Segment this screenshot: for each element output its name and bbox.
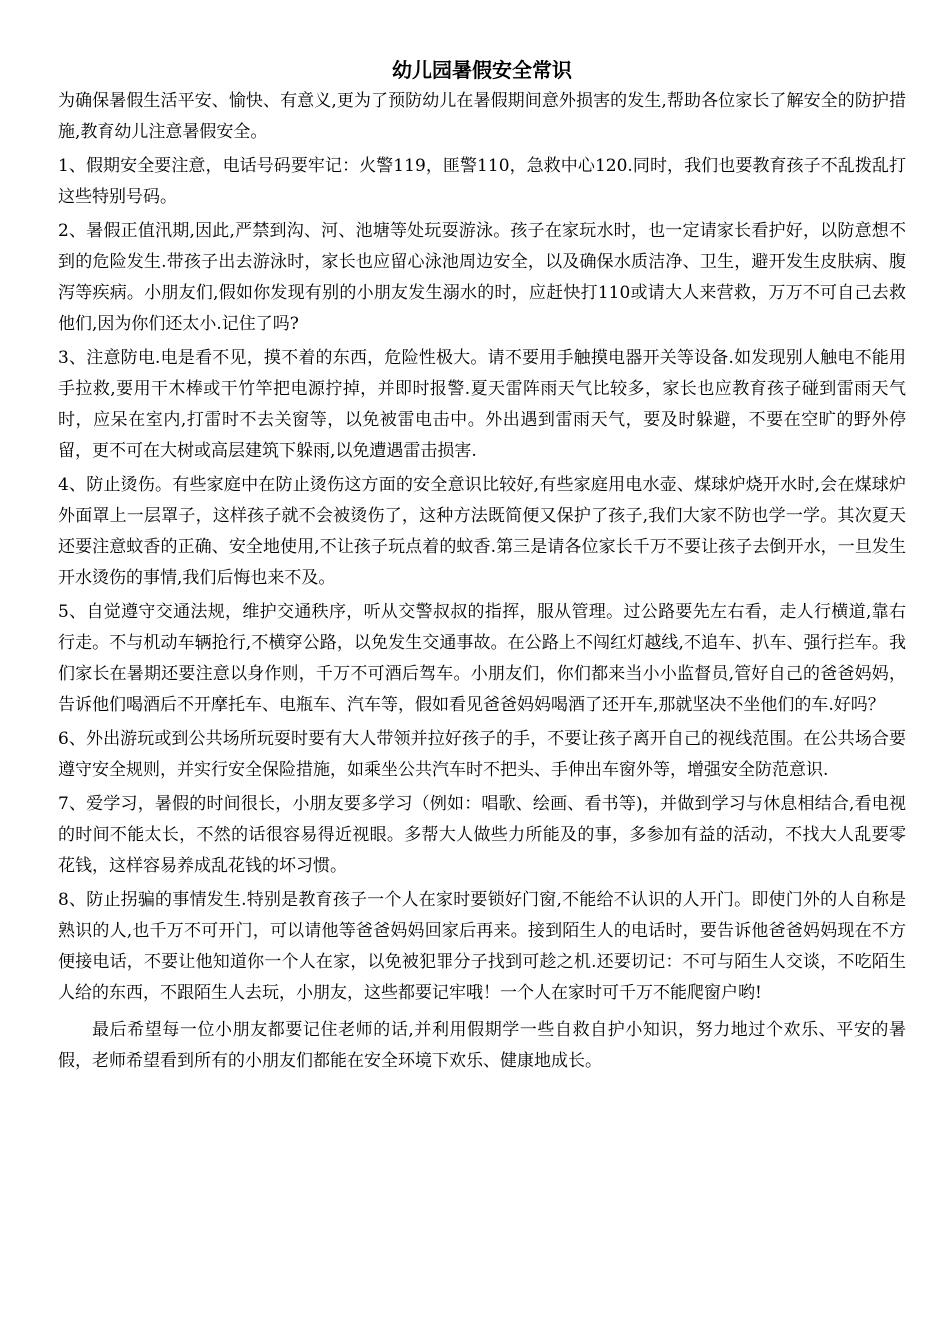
rule-item-5: 5、自觉遵守交通法规，维护交通秩序，听从交警叔叔的指挥，服从管理。过公路要先左右看，走人行横道,靠右行走。不与机动车辆抢行,不横穿公路，以免发生交通事故。在公路上不闯红灯越线,不追车、扒车、强行拦车。我们家长在暑期还要注意以身作则，千万不可酒后驾车。小朋友们，你们都来当小小监督员,管好自己的爸爸妈妈，告诉他们喝酒后不开摩托车、电瓶车、汽车等，假如看见爸爸妈妈喝酒了还开车,那就坚决不坐他们的车.好吗？ [58,602,906,715]
intro-paragraph: 为确保暑假生活平安、愉快、有意义,更为了预防幼儿在暑假期间意外损害的发生,帮助各位家长了解安全的防护措施,教育幼儿注意暑假安全。 [58,91,906,142]
rule-item-7: 7、爱学习，暑假的时间很长，小朋友要多学习（例如：唱歌、绘画、看书等)，并做到学习与休息相结合,看电视的时间不能太长，不然的话很容易得近视眼。多帮大人做些力所能及的事，多参加有益的活动，不找大人乱要零花钱，这样容易养成乱花钱的坏习惯。 [58,794,906,876]
rule-item-8: 8、防止拐骗的事情发生.特别是教育孩子一个人在家时要锁好门窗,不能给不认识的人开门。即使门外的人自称是熟识的人,也千万不可开门，可以请他等爸爸妈妈回家后再来。接到陌生人的电话时，要告诉他爸爸妈妈现在不方便接电话，不要让他知道你一个人在家，以免被犯罪分子找到可趁之机.还要切记：不可与陌生人交谈，不吃陌生人给的东西，不跟陌生人去玩，小朋友，这些都要记牢哦！一个人在家时可千万不能爬窗户哟! [58,890,906,1003]
document-page [58,56,906,1080]
rule-item-6: 6、外出游玩或到公共场所玩耍时要有大人带领并拉好孩子的手，不要让孩子离开自己的视线范围。在公共场合要遵守安全规则，并实行安全保险措施，如乘坐公共汽车时不把头、手伸出车窗外等，增强安全防范意识. [58,729,906,780]
rule-item-4: 4、防止烫伤。有些家庭中在防止烫伤这方面的安全意识比较好,有些家庭用电水壶、煤球炉烧开水时,会在煤球炉外面罩上一层罩子，这样孩子就不会被烫伤了，这种方法既简便又保护了孩子,我们大家不防也学一学。其次夏天还要注意蚊香的正确、安全地使用,不让孩子玩点着的蚊香.第三是请各位家长千万不要让孩子去倒开水，一旦发生开水烫伤的事情,我们后悔也来不及。 [58,475,906,588]
rule-item-1: 1、假期安全要注意，电话号码要牢记：火警119，匪警110，急救中心120.同时，我们也要教育孩子不乱拨乱打这些特别号码。 [58,156,906,207]
rule-item-3: 3、注意防电.电是看不见，摸不着的东西，危险性极大。请不要用手触摸电器开关等设备.如发现别人触电不能用手拉救,要用干木棒或干竹竿把电源拧掉，并即时报警.夏天雷阵雨天气比较多，家长也应教育孩子碰到雷雨天气时，应呆在室内,打雷时不去关窗等，以免被雷电击中。外出遇到雷雨天气，要及时躲避，不要在空旷的野外停留，更不可在大树或高层建筑下躲雨,以免遭遇雷击损害. [58,348,906,461]
rule-item-2: 2、暑假正值汛期,因此,严禁到沟、河、池塘等处玩耍游泳。孩子在家玩水时，也一定请家长看护好，以防意想不到的危险发生.带孩子出去游泳时，家长也应留心泳池周边安全，以及确保水质洁净、卫生，避开发生皮肤病、腹泻等疾病。小朋友们,假如你发现有别的小朋友发生溺水的时，应赶快打110或请大人来营救，万万不可自己去救他们,因为你们还太小.记住了吗? [58,221,906,334]
document-title: 幼儿园暑假安全常识 [392,58,572,82]
closing-paragraph: 最后希望每一位小朋友都要记住老师的话,并利用假期学一些自救自护小知识，努力地过个欢乐、平安的暑假，老师希望看到所有的小朋友们都能在安全环境下欢乐、健康地成长。 [58,1020,906,1071]
